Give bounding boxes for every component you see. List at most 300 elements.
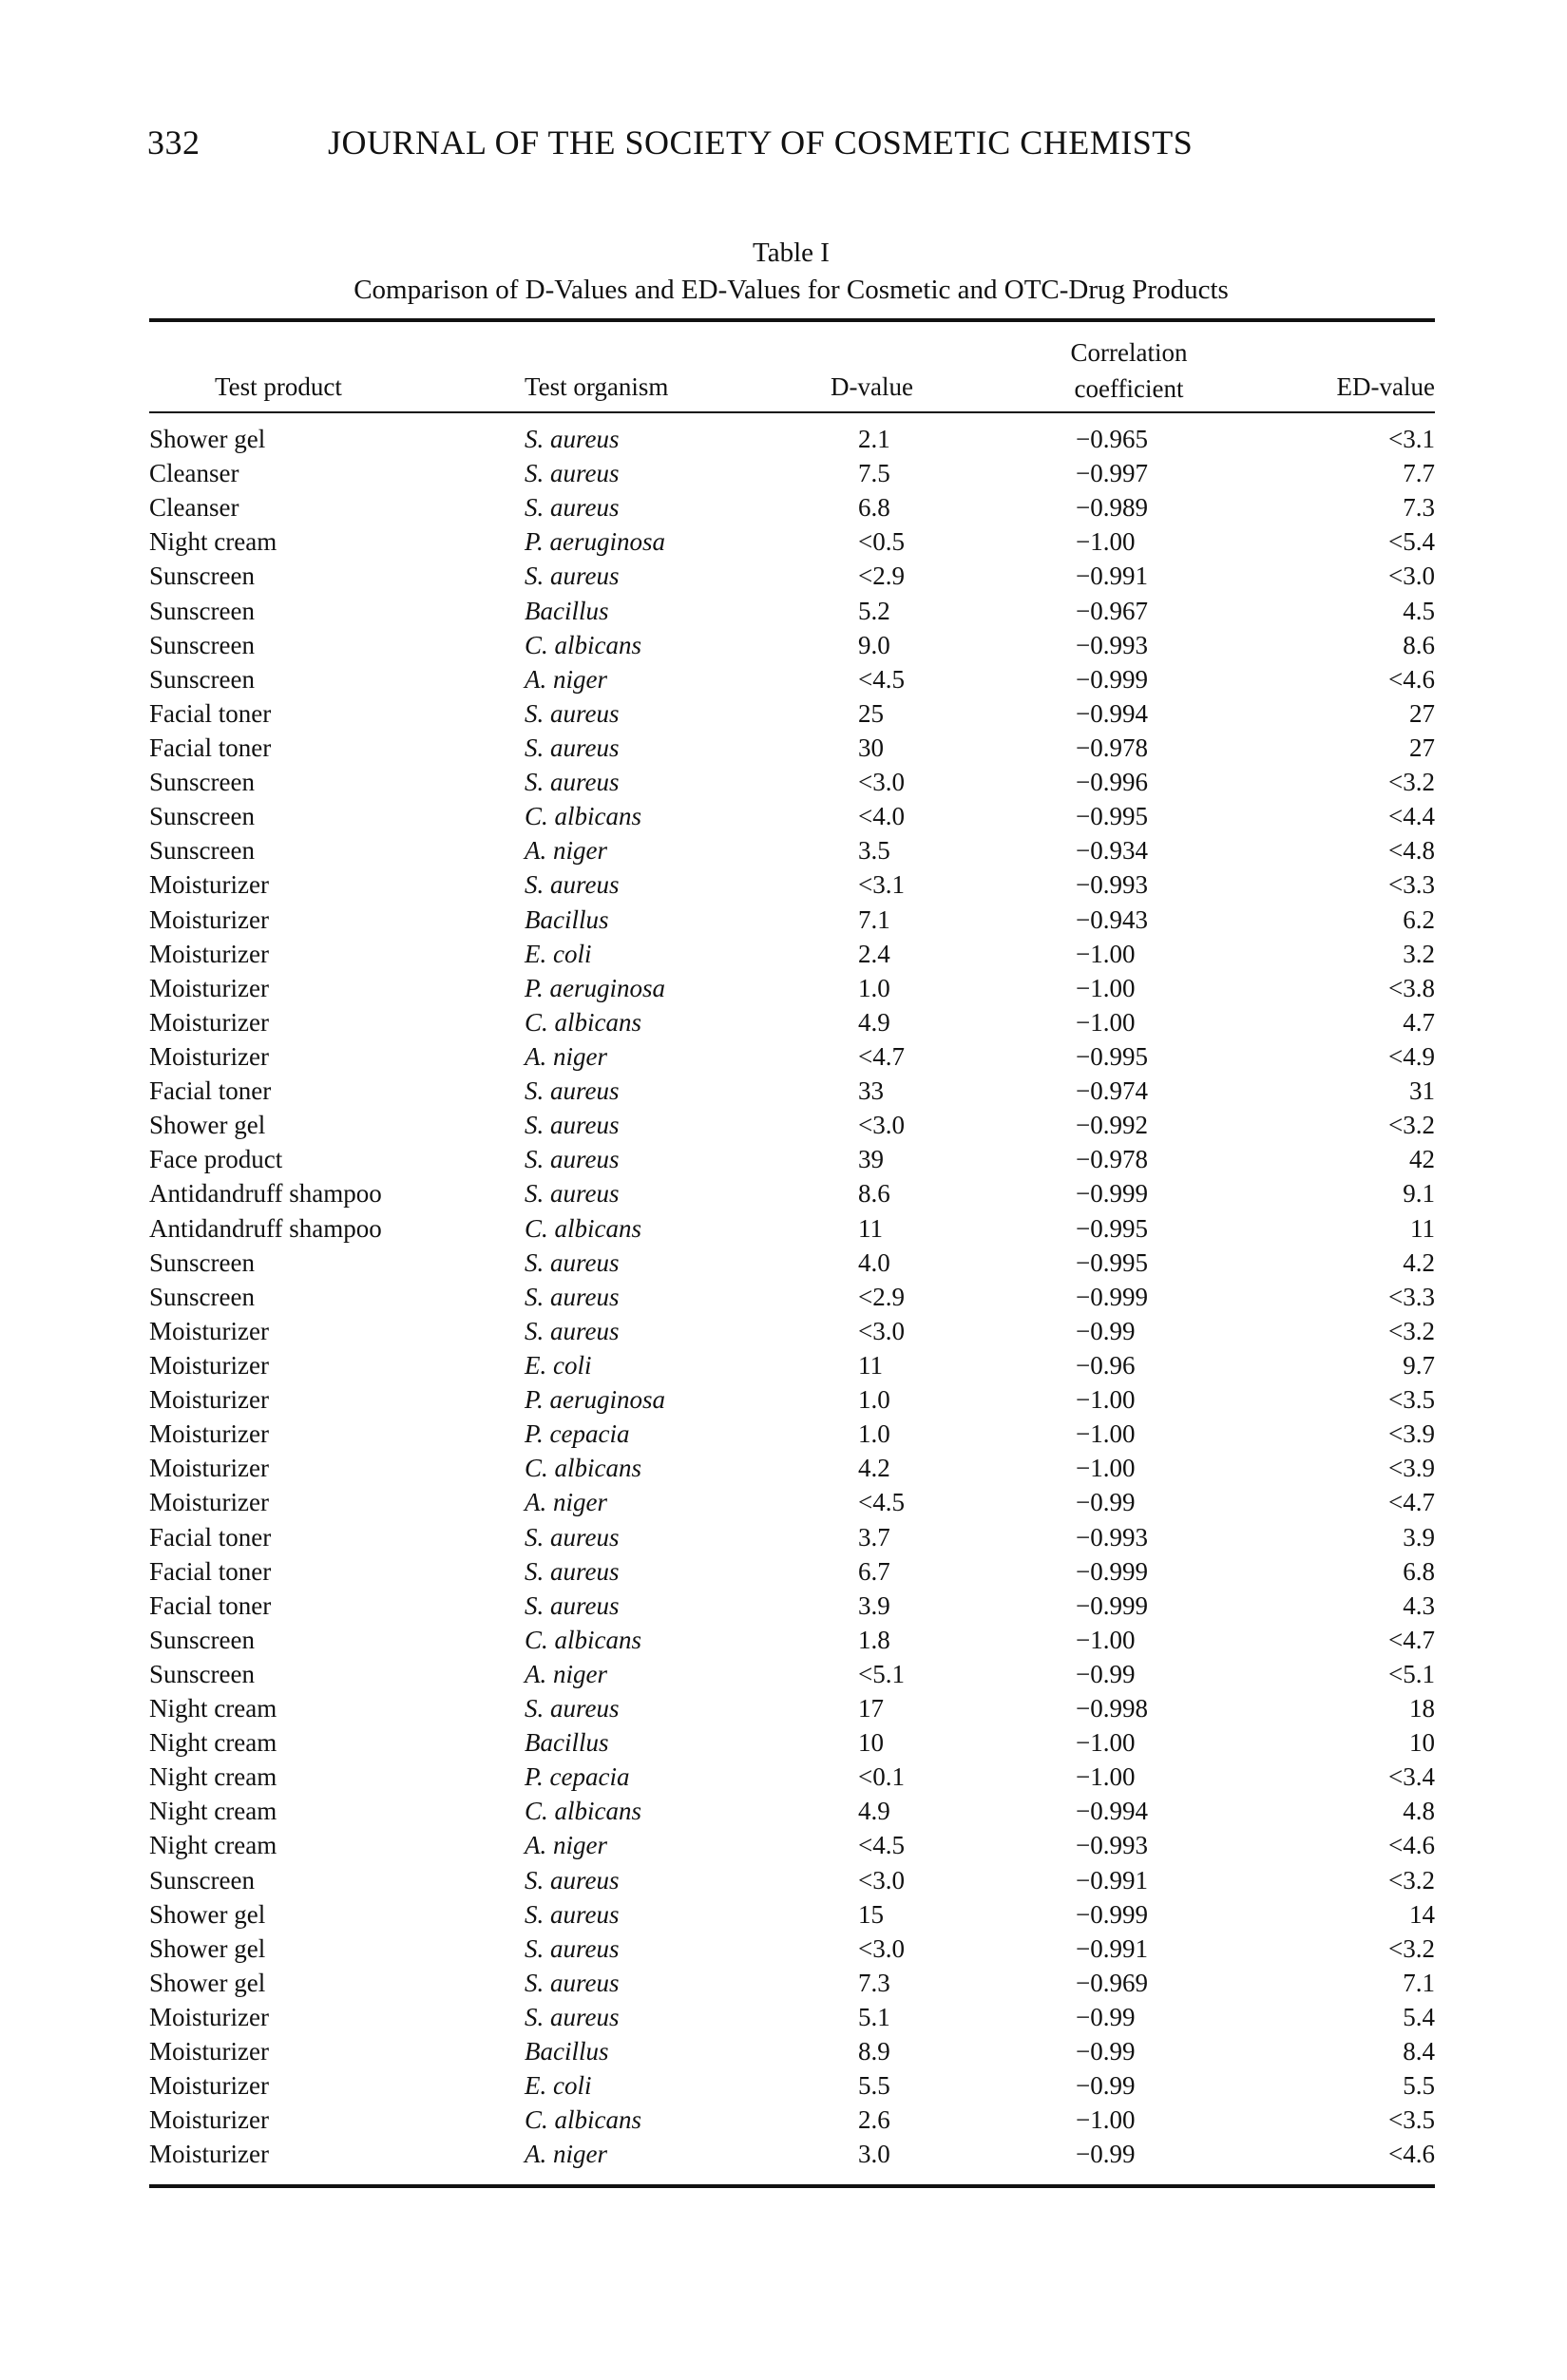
cell-correlation-coefficient: −0.943 — [1076, 904, 1148, 934]
cell-test-product: Sunscreen — [149, 1865, 255, 1894]
cell-ed-value: 10 — [1409, 1728, 1435, 1758]
cell-ed-value: 7.3 — [1403, 493, 1435, 523]
cell-test-organism: C. albicans — [525, 1625, 642, 1654]
cell-test-product: Sunscreen — [149, 768, 255, 797]
cell-d-value: 3.9 — [858, 1590, 890, 1620]
cell-d-value: 1.0 — [858, 1419, 890, 1449]
cell-correlation-coefficient: −0.99 — [1076, 1316, 1136, 1345]
cell-test-organism: S. aureus — [525, 1522, 620, 1552]
cell-d-value: 4.0 — [858, 1247, 890, 1277]
journal-title: JOURNAL OF THE SOCIETY OF COSMETIC CHEMISTS — [328, 124, 1194, 162]
cell-d-value: <4.5 — [858, 1831, 905, 1860]
cell-ed-value: <3.2 — [1388, 768, 1435, 797]
cell-ed-value: 14 — [1409, 1899, 1435, 1929]
cell-test-organism: S. aureus — [525, 1076, 620, 1106]
cell-test-organism: S. aureus — [525, 1590, 620, 1620]
cell-test-product: Cleanser — [149, 493, 239, 523]
cell-test-organism: S. aureus — [525, 698, 620, 728]
cell-ed-value: 9.1 — [1403, 1179, 1435, 1209]
running-head — [147, 122, 1440, 163]
cell-test-organism: A. niger — [525, 836, 607, 866]
cell-correlation-coefficient: −0.998 — [1076, 1694, 1148, 1723]
cell-ed-value: 8.6 — [1403, 630, 1435, 659]
cell-d-value: 39 — [858, 1145, 884, 1174]
table-row — [0, 1451, 1567, 1485]
cell-test-product: Sunscreen — [149, 562, 255, 591]
cell-correlation-coefficient: −0.993 — [1076, 630, 1148, 659]
cell-d-value: 11 — [858, 1213, 883, 1243]
table-row — [0, 662, 1567, 696]
cell-test-organism: P. cepacia — [525, 1419, 630, 1449]
cell-d-value: 9.0 — [858, 630, 890, 659]
cell-d-value: 8.6 — [858, 1179, 890, 1209]
column-header-ed-value: ED-value — [1336, 372, 1435, 401]
cell-test-product: Night cream — [149, 527, 277, 557]
cell-correlation-coefficient: −1.00 — [1076, 1454, 1136, 1483]
column-header-d-value: D-value — [831, 372, 913, 401]
cell-correlation-coefficient: −0.99 — [1076, 1659, 1136, 1688]
cell-ed-value: 42 — [1409, 1145, 1435, 1174]
table-row — [0, 1691, 1567, 1725]
cell-d-value: 4.9 — [858, 1007, 890, 1037]
cell-test-organism: E. coli — [525, 2071, 592, 2101]
table-row — [0, 1348, 1567, 1382]
cell-ed-value: 6.2 — [1403, 904, 1435, 934]
cell-test-organism: S. aureus — [525, 1145, 620, 1174]
cell-ed-value: 8.4 — [1403, 2037, 1435, 2066]
cell-test-product: Face product — [149, 1145, 283, 1174]
cell-test-organism: S. aureus — [525, 425, 620, 453]
cell-correlation-coefficient: −0.995 — [1076, 1213, 1148, 1243]
table-row — [0, 1554, 1567, 1589]
cell-test-organism: S. aureus — [525, 1316, 620, 1345]
column-header-test-product: Test product — [215, 372, 342, 401]
cell-d-value: 25 — [858, 698, 884, 728]
cell-ed-value: 11 — [1410, 1213, 1435, 1243]
cell-ed-value: 3.2 — [1403, 939, 1435, 968]
cell-d-value: 1.8 — [858, 1625, 890, 1654]
cell-test-product: Shower gel — [149, 1933, 266, 1963]
cell-test-product: Moisturizer — [149, 2037, 269, 2066]
cell-test-organism: S. aureus — [525, 1968, 620, 1997]
cell-ed-value: <3.9 — [1388, 1454, 1435, 1483]
cell-ed-value: <3.2 — [1388, 1316, 1435, 1345]
cell-test-product: Sunscreen — [149, 1247, 255, 1277]
cell-test-product: Moisturizer — [149, 2003, 269, 2032]
cell-ed-value: 7.7 — [1403, 459, 1435, 488]
cell-correlation-coefficient: −0.995 — [1076, 802, 1148, 831]
cell-ed-value: 7.1 — [1403, 1968, 1435, 1997]
cell-test-organism: S. aureus — [525, 733, 620, 762]
cell-test-organism: P. aeruginosa — [525, 527, 666, 557]
table-row — [0, 1623, 1567, 1657]
cell-correlation-coefficient: −0.995 — [1076, 1247, 1148, 1277]
table-row — [0, 2103, 1567, 2137]
cell-ed-value: 31 — [1409, 1076, 1435, 1106]
cell-ed-value: <3.9 — [1388, 1419, 1435, 1449]
cell-correlation-coefficient: −1.00 — [1076, 527, 1136, 557]
cell-test-product: Moisturizer — [149, 1385, 269, 1415]
cell-ed-value: 5.5 — [1403, 2071, 1435, 2101]
table-row — [0, 1966, 1567, 2000]
cell-ed-value: 9.7 — [1403, 1350, 1435, 1380]
cell-ed-value: <3.1 — [1388, 425, 1435, 453]
cell-ed-value: <3.3 — [1388, 1282, 1435, 1311]
cell-test-product: Moisturizer — [149, 973, 269, 1002]
cell-test-organism: S. aureus — [525, 1694, 620, 1723]
cell-correlation-coefficient: −0.99 — [1076, 1488, 1136, 1517]
cell-test-organism: S. aureus — [525, 1282, 620, 1311]
cell-ed-value: 4.7 — [1403, 1007, 1435, 1037]
cell-test-product: Sunscreen — [149, 664, 255, 694]
cell-d-value: <4.5 — [858, 1488, 905, 1517]
cell-correlation-coefficient: −0.999 — [1076, 1282, 1148, 1311]
cell-d-value: <4.0 — [858, 802, 905, 831]
cell-test-product: Shower gel — [149, 1899, 266, 1929]
cell-test-product: Night cream — [149, 1831, 277, 1860]
table-row — [0, 524, 1567, 559]
cell-test-product: Moisturizer — [149, 1350, 269, 1380]
cell-d-value: 1.0 — [858, 973, 890, 1002]
cell-test-organism: S. aureus — [525, 493, 620, 523]
cell-correlation-coefficient: −0.994 — [1076, 698, 1148, 728]
cell-test-organism: A. niger — [525, 664, 607, 694]
table-row — [0, 1382, 1567, 1417]
table-label: Table I — [753, 238, 830, 268]
cell-d-value: <2.9 — [858, 1282, 905, 1311]
cell-correlation-coefficient: −1.00 — [1076, 2105, 1136, 2135]
cell-test-product: Sunscreen — [149, 802, 255, 831]
table-row — [0, 1657, 1567, 1691]
cell-d-value: <3.0 — [858, 1316, 905, 1345]
cell-test-organism: P. aeruginosa — [525, 973, 666, 1002]
cell-d-value: <4.7 — [858, 1041, 905, 1071]
cell-test-organism: Bacillus — [525, 1728, 609, 1758]
cell-correlation-coefficient: −1.00 — [1076, 1385, 1136, 1415]
cell-test-organism: A. niger — [525, 1831, 607, 1860]
table-row — [0, 971, 1567, 1005]
cell-test-organism: S. aureus — [525, 2003, 620, 2032]
cell-test-product: Sunscreen — [149, 1625, 255, 1654]
cell-correlation-coefficient: −0.991 — [1076, 1865, 1148, 1894]
cell-test-product: Shower gel — [149, 1968, 266, 1997]
cell-ed-value: <4.6 — [1388, 1831, 1435, 1860]
cell-ed-value: 4.5 — [1403, 596, 1435, 625]
cell-test-organism: C. albicans — [525, 2105, 642, 2135]
cell-test-product: Night cream — [149, 1762, 277, 1792]
table-header-rule — [149, 411, 1435, 413]
cell-d-value: 6.7 — [858, 1556, 890, 1586]
cell-ed-value: <3.5 — [1388, 2105, 1435, 2135]
cell-ed-value: <3.4 — [1388, 1762, 1435, 1792]
table-row — [0, 799, 1567, 833]
cell-d-value: 10 — [858, 1728, 884, 1758]
cell-ed-value: <4.9 — [1388, 1041, 1435, 1071]
table-row — [0, 1142, 1567, 1176]
table-row — [0, 2137, 1567, 2171]
table-row — [0, 1794, 1567, 1828]
table-row — [0, 1760, 1567, 1794]
cell-correlation-coefficient: −0.991 — [1076, 562, 1148, 591]
cell-test-product: Moisturizer — [149, 904, 269, 934]
cell-d-value: 30 — [858, 733, 884, 762]
table-row — [0, 1074, 1567, 1108]
cell-test-product: Moisturizer — [149, 1041, 269, 1071]
cell-test-product: Antidandruff shampoo — [149, 1179, 382, 1209]
cell-correlation-coefficient: −0.99 — [1076, 2140, 1136, 2169]
cell-d-value: <2.9 — [858, 562, 905, 591]
cell-d-value: 7.5 — [858, 459, 890, 488]
cell-test-organism: E. coli — [525, 939, 592, 968]
cell-test-product: Facial toner — [149, 1556, 272, 1586]
table-row — [0, 1108, 1567, 1142]
cell-test-organism: S. aureus — [525, 1899, 620, 1929]
cell-correlation-coefficient: −0.991 — [1076, 1933, 1148, 1963]
cell-test-organism: P. cepacia — [525, 1762, 630, 1792]
cell-d-value: 5.5 — [858, 2071, 890, 2101]
table-row — [0, 1417, 1567, 1451]
table-row — [0, 422, 1567, 456]
table-row — [0, 867, 1567, 902]
table-row — [0, 1005, 1567, 1039]
cell-d-value: 3.5 — [858, 836, 890, 866]
cell-test-organism: C. albicans — [525, 1797, 642, 1826]
cell-ed-value: <3.2 — [1388, 1933, 1435, 1963]
cell-test-product: Moisturizer — [149, 2071, 269, 2101]
cell-correlation-coefficient: −0.999 — [1076, 1179, 1148, 1209]
cell-ed-value: 4.2 — [1403, 1247, 1435, 1277]
cell-correlation-coefficient: −1.00 — [1076, 973, 1136, 1002]
cell-correlation-coefficient: −0.997 — [1076, 459, 1148, 488]
cell-test-product: Moisturizer — [149, 1488, 269, 1517]
table-row — [0, 456, 1567, 490]
cell-test-product: Facial toner — [149, 698, 272, 728]
cell-d-value: 3.7 — [858, 1522, 890, 1552]
cell-test-product: Moisturizer — [149, 1316, 269, 1345]
table-row — [0, 594, 1567, 628]
table-top-rule — [149, 318, 1435, 322]
cell-test-product: Sunscreen — [149, 1282, 255, 1311]
cell-correlation-coefficient: −1.00 — [1076, 1728, 1136, 1758]
cell-d-value: 1.0 — [858, 1385, 890, 1415]
cell-correlation-coefficient: −0.99 — [1076, 2003, 1136, 2032]
cell-d-value: 7.3 — [858, 1968, 890, 1997]
column-header-correlation-coefficient — [1062, 334, 1195, 407]
cell-d-value: 6.8 — [858, 493, 890, 523]
cell-ed-value: 3.9 — [1403, 1522, 1435, 1552]
page-number: 332 — [147, 124, 201, 162]
cell-correlation-coefficient: −0.992 — [1076, 1111, 1148, 1140]
cell-ed-value: <3.3 — [1388, 870, 1435, 900]
cell-correlation-coefficient: −0.974 — [1076, 1076, 1148, 1106]
cell-correlation-coefficient: −0.999 — [1076, 1556, 1148, 1586]
table-row — [0, 1246, 1567, 1280]
cell-ed-value: <5.4 — [1388, 527, 1435, 557]
cell-correlation-coefficient: −0.989 — [1076, 493, 1148, 523]
cell-d-value: 11 — [858, 1350, 883, 1380]
cell-test-product: Moisturizer — [149, 939, 269, 968]
cell-test-organism: C. albicans — [525, 1213, 642, 1243]
cell-correlation-coefficient: −0.965 — [1076, 425, 1148, 453]
cell-correlation-coefficient: −0.969 — [1076, 1968, 1148, 1997]
cell-d-value: 33 — [858, 1076, 884, 1106]
cell-test-organism: Bacillus — [525, 596, 609, 625]
cell-test-product: Shower gel — [149, 425, 266, 453]
cell-ed-value: <4.7 — [1388, 1625, 1435, 1654]
cell-test-product: Sunscreen — [149, 630, 255, 659]
cell-test-organism: S. aureus — [525, 1247, 620, 1277]
cell-correlation-coefficient: −0.978 — [1076, 733, 1148, 762]
cell-d-value: 2.1 — [858, 425, 890, 453]
cell-test-organism: S. aureus — [525, 1556, 620, 1586]
cell-test-organism: A. niger — [525, 1659, 607, 1688]
cell-test-organism: S. aureus — [525, 1179, 620, 1209]
table-row — [0, 696, 1567, 731]
cell-test-product: Facial toner — [149, 1076, 272, 1106]
cell-correlation-coefficient: −0.995 — [1076, 1041, 1148, 1071]
table-body — [0, 422, 1567, 2172]
cell-test-product: Moisturizer — [149, 1419, 269, 1449]
table-row — [0, 2034, 1567, 2068]
cell-test-organism: C. albicans — [525, 802, 642, 831]
cell-d-value: 8.9 — [858, 2037, 890, 2066]
cell-d-value: 5.1 — [858, 2003, 890, 2032]
cell-ed-value: <4.6 — [1388, 664, 1435, 694]
cell-correlation-coefficient: −1.00 — [1076, 939, 1136, 968]
cell-d-value: 5.2 — [858, 596, 890, 625]
cell-ed-value: <3.2 — [1388, 1865, 1435, 1894]
cell-d-value: <0.5 — [858, 527, 905, 557]
cell-ed-value: <4.6 — [1388, 2140, 1435, 2169]
table-caption: Comparison of D-Values and ED-Values for Cosmetic and OTC-Drug Products — [354, 275, 1229, 305]
cell-test-organism: S. aureus — [525, 1111, 620, 1140]
cell-test-product: Night cream — [149, 1797, 277, 1826]
cell-d-value: 2.4 — [858, 939, 890, 968]
cell-test-organism: S. aureus — [525, 562, 620, 591]
cell-d-value: 7.1 — [858, 904, 890, 934]
table-row — [0, 1176, 1567, 1210]
table-row — [0, 1897, 1567, 1932]
cell-ed-value: 5.4 — [1403, 2003, 1435, 2032]
cell-test-product: Sunscreen — [149, 1659, 255, 1688]
cell-ed-value: 4.8 — [1403, 1797, 1435, 1826]
table-row — [0, 559, 1567, 593]
cell-ed-value: <3.8 — [1388, 973, 1435, 1002]
cell-test-product: Facial toner — [149, 1590, 272, 1620]
cell-ed-value: 27 — [1409, 733, 1435, 762]
cell-test-organism: C. albicans — [525, 630, 642, 659]
cell-ed-value: 4.3 — [1403, 1590, 1435, 1620]
cell-test-product: Shower gel — [149, 1111, 266, 1140]
cell-d-value: 15 — [858, 1899, 884, 1929]
cell-test-product: Night cream — [149, 1728, 277, 1758]
cell-correlation-coefficient: −0.999 — [1076, 664, 1148, 694]
cell-correlation-coefficient: −0.994 — [1076, 1797, 1148, 1826]
cell-test-organism: A. niger — [525, 2140, 607, 2169]
cell-correlation-coefficient: −1.00 — [1076, 1419, 1136, 1449]
cell-ed-value: <5.1 — [1388, 1659, 1435, 1688]
cell-test-product: Antidandruff shampoo — [149, 1213, 382, 1243]
table-row — [0, 490, 1567, 524]
cell-ed-value: <3.5 — [1388, 1385, 1435, 1415]
cell-correlation-coefficient: −1.00 — [1076, 1625, 1136, 1654]
cell-test-product: Cleanser — [149, 459, 239, 488]
cell-test-product: Moisturizer — [149, 2105, 269, 2135]
cell-correlation-coefficient: −0.993 — [1076, 1831, 1148, 1860]
cell-test-organism: S. aureus — [525, 1933, 620, 1963]
cell-d-value: <3.0 — [858, 768, 905, 797]
cell-correlation-coefficient: −0.99 — [1076, 2037, 1136, 2066]
cell-test-product: Moisturizer — [149, 1454, 269, 1483]
cell-ed-value: <4.8 — [1388, 836, 1435, 866]
cell-correlation-coefficient: −1.00 — [1076, 1762, 1136, 1792]
cell-test-organism: E. coli — [525, 1350, 592, 1380]
table-row — [0, 1314, 1567, 1348]
cell-d-value: <0.1 — [858, 1762, 905, 1792]
cell-ed-value: <3.2 — [1388, 1111, 1435, 1140]
cell-correlation-coefficient: −1.00 — [1076, 1007, 1136, 1037]
cell-test-product: Sunscreen — [149, 836, 255, 866]
column-header-correlation-line2: coefficient — [1074, 374, 1184, 403]
cell-d-value: 3.0 — [858, 2140, 890, 2169]
cell-test-product: Moisturizer — [149, 1007, 269, 1037]
cell-test-organism: S. aureus — [525, 459, 620, 488]
cell-correlation-coefficient: −0.999 — [1076, 1590, 1148, 1620]
cell-test-product: Night cream — [149, 1694, 277, 1723]
table-row — [0, 903, 1567, 937]
table-row — [0, 765, 1567, 799]
cell-correlation-coefficient: −0.996 — [1076, 768, 1148, 797]
cell-test-organism: C. albicans — [525, 1454, 642, 1483]
cell-correlation-coefficient: −0.967 — [1076, 596, 1148, 625]
table-row — [0, 2000, 1567, 2034]
cell-ed-value: 6.8 — [1403, 1556, 1435, 1586]
cell-d-value: 17 — [858, 1694, 884, 1723]
cell-test-organism: C. albicans — [525, 1007, 642, 1037]
cell-correlation-coefficient: −0.96 — [1076, 1350, 1136, 1380]
cell-test-organism: Bacillus — [525, 2037, 609, 2066]
table-row — [0, 2068, 1567, 2103]
cell-correlation-coefficient: −0.993 — [1076, 870, 1148, 900]
cell-test-organism: Bacillus — [525, 904, 609, 934]
table-row — [0, 1932, 1567, 1966]
table-row — [0, 1485, 1567, 1519]
cell-ed-value: <3.0 — [1388, 562, 1435, 591]
table-row — [0, 731, 1567, 765]
cell-d-value: <3.0 — [858, 1865, 905, 1894]
table-row — [0, 937, 1567, 971]
cell-test-product: Facial toner — [149, 1522, 272, 1552]
cell-d-value: <3.0 — [858, 1111, 905, 1140]
table-row — [0, 628, 1567, 662]
cell-ed-value: <4.7 — [1388, 1488, 1435, 1517]
table-row — [0, 1589, 1567, 1623]
cell-d-value: <4.5 — [858, 664, 905, 694]
table-row — [0, 1863, 1567, 1897]
table-row — [0, 1039, 1567, 1074]
table-row — [0, 1280, 1567, 1314]
cell-ed-value: 18 — [1409, 1694, 1435, 1723]
cell-correlation-coefficient: −0.999 — [1076, 1899, 1148, 1929]
cell-test-product: Moisturizer — [149, 2140, 269, 2169]
cell-ed-value: 27 — [1409, 698, 1435, 728]
cell-ed-value: <4.4 — [1388, 802, 1435, 831]
table-row — [0, 1828, 1567, 1862]
column-header-correlation-line1: Correlation — [1070, 338, 1188, 367]
cell-correlation-coefficient: −0.978 — [1076, 1145, 1148, 1174]
cell-d-value: <5.1 — [858, 1659, 905, 1688]
cell-d-value: 4.2 — [858, 1454, 890, 1483]
